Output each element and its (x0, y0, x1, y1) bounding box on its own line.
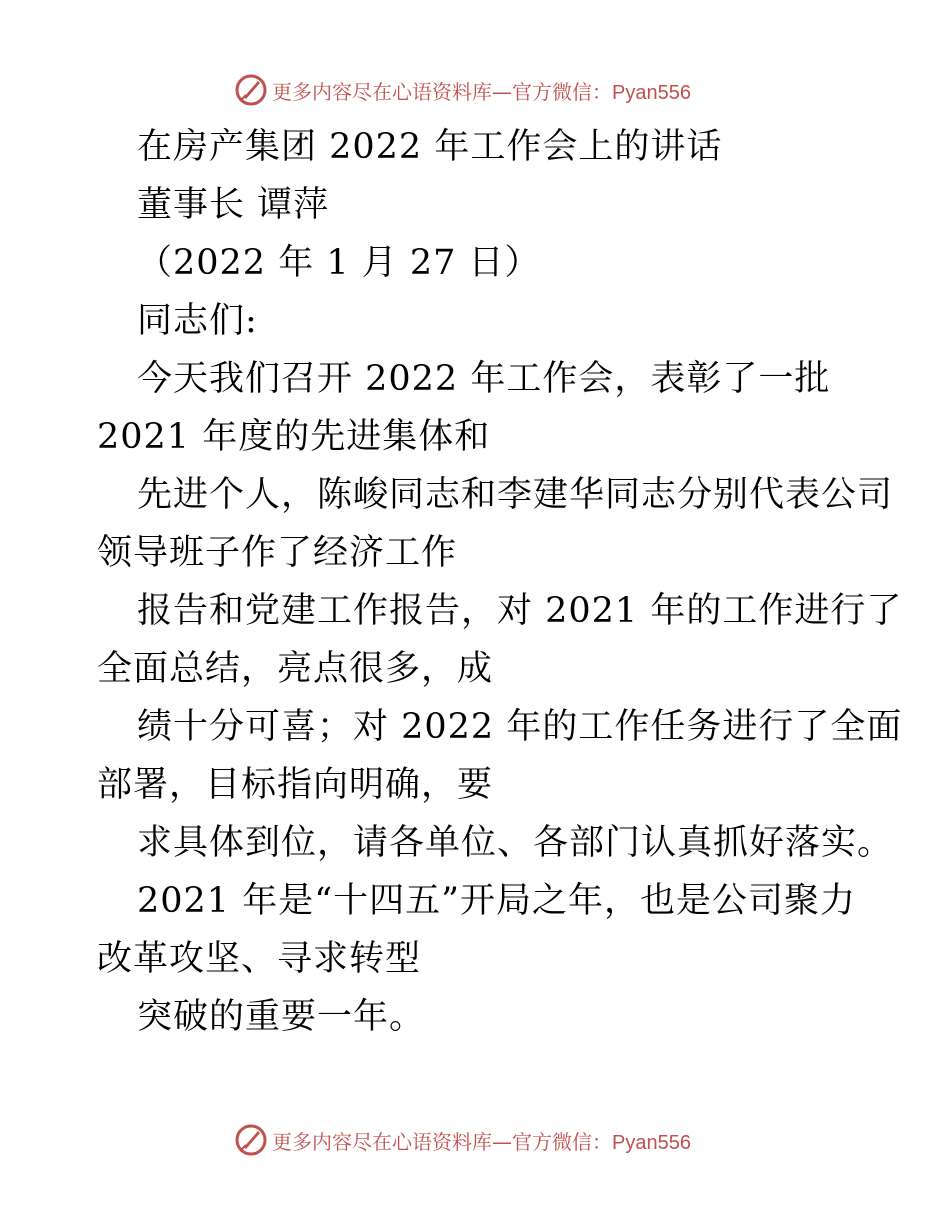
text-line: 改革攻坚、寻求转型 (97, 939, 422, 979)
text-line: （2022 年 1 月 27 日） (137, 243, 541, 283)
watermark-text: 更多内容尽在心语资料库—官方微信：Pyan556 (272, 79, 691, 104)
text-line: 董事长 谭萍 (137, 185, 330, 225)
text-line: 全面总结，亮点很多，成 (97, 649, 494, 689)
text-line: 在房产集团 2022 年工作会上的讲话 (137, 127, 723, 167)
text-line: 同志们: (137, 301, 258, 341)
text-line: 先进个人，陈峻同志和李建华同志分别代表公司 (137, 475, 894, 515)
watermark-header (234, 73, 691, 107)
text-line: 2021 年度的先进集体和 (97, 417, 491, 457)
quill-logo-icon (234, 1123, 268, 1157)
text-line: 部署，目标指向明确，要 (97, 765, 494, 805)
quill-logo-icon (234, 73, 268, 107)
text-line: 绩十分可喜；对 2022 年的工作任务进行了全面 (137, 707, 903, 747)
text-line: 今天我们召开 2022 年工作会，表彰了一批 (137, 359, 831, 399)
document-body (97, 118, 903, 1046)
watermark-footer (234, 1123, 691, 1157)
text-line: 领导班子作了经济工作 (97, 533, 458, 573)
text-line: 2021 年是“十四五”开局之年，也是公司聚力 (137, 881, 856, 921)
text-line: 突破的重要一年。 (137, 997, 426, 1037)
watermark-text: 更多内容尽在心语资料库—官方微信：Pyan556 (272, 1129, 691, 1154)
text-line: 报告和党建工作报告，对 2021 年的工作进行了 (137, 591, 903, 631)
text-line: 求具体到位，请各单位、各部门认真抓好落实。 (137, 823, 894, 863)
